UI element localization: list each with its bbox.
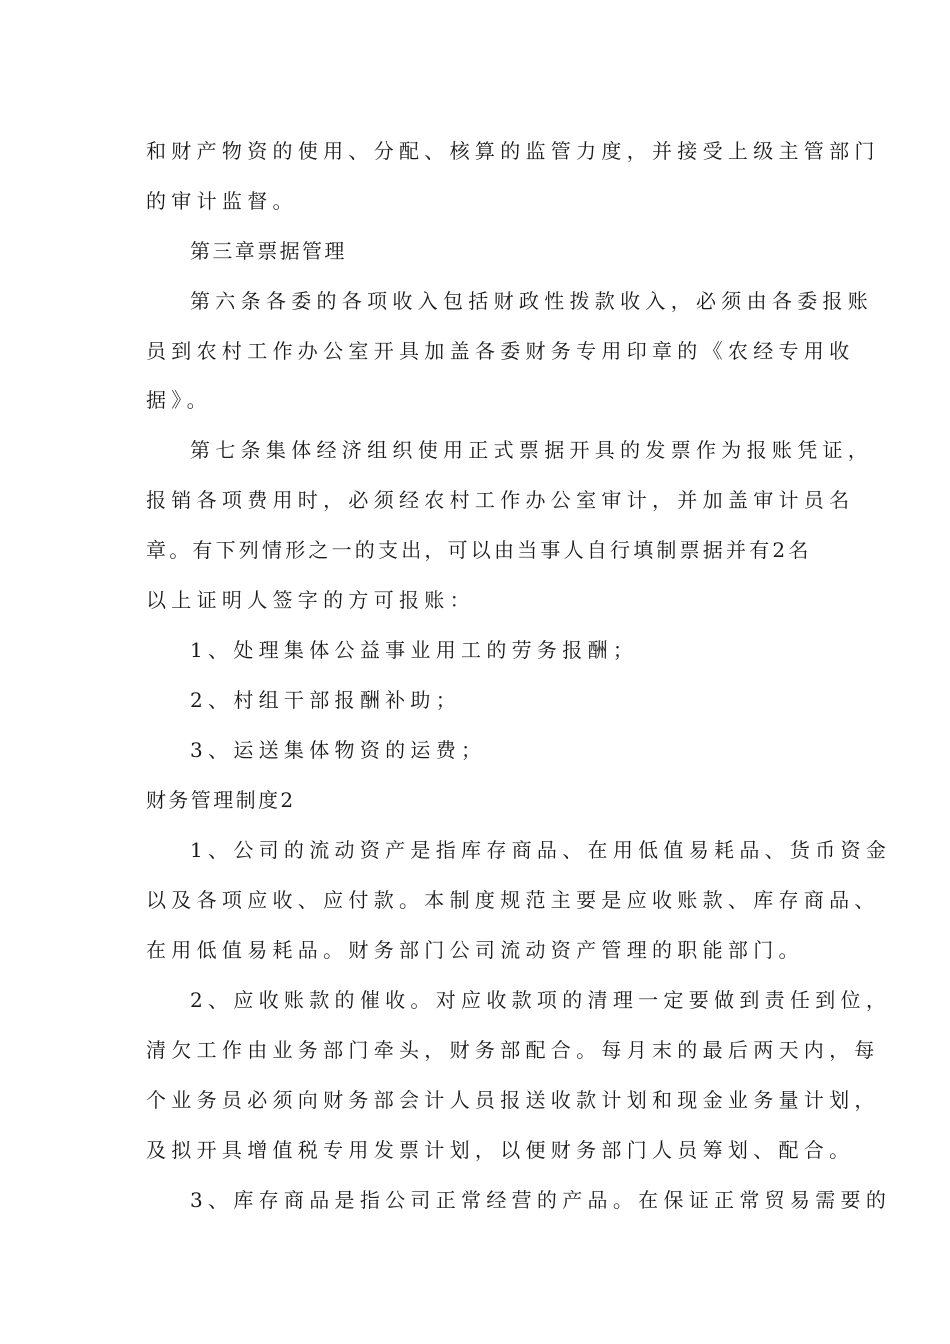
text-line: 章。有下列情形之一的支出，可以由当事人自行填制票据并有2名 — [146, 538, 812, 562]
chapter-heading: 第三章票据管理 — [190, 239, 347, 263]
text-line: 及拟开具增值税专用发票计划，以便财务部门人员筹划、配合。 — [146, 1138, 855, 1162]
section-heading: 财务管理制度2 — [146, 788, 296, 812]
text-line: 个业务员必须向财务部会计人员报送收款计划和现金业务量计划， — [146, 1088, 880, 1112]
text-line: 报销各项费用时，必须经农村工作办公室审计，并加盖审计员名 — [146, 488, 855, 512]
text-line: 2、应收账款的催收。对应收款项的清理一定要做到责任到位， — [190, 988, 892, 1012]
text-line: 据》。 — [146, 388, 212, 412]
text-line: 在用低值易耗品。财务部门公司流动资产管理的职能部门。 — [146, 938, 804, 962]
text-line: 3、库存商品是指公司正常经营的产品。在保证正常贸易需要的 — [190, 1188, 892, 1212]
text-line: 的审计监督。 — [146, 189, 298, 213]
text-line: 以上证明人签字的方可报账： — [146, 588, 475, 612]
list-item: 2、村组干部报酬补助； — [190, 688, 462, 712]
list-item: 3、运送集体物资的运费； — [190, 738, 487, 762]
text-line: 员到农村工作办公室开具加盖各委财务专用印章的《农经专用收 — [146, 339, 855, 363]
text-line: 以及各项应收、应付款。本制度规范主要是应收账款、库存商品、 — [146, 888, 880, 912]
text-line: 1、公司的流动资产是指库存商品、在用低值易耗品、货币资金 — [190, 838, 892, 862]
text-line: 清欠工作由业务部门牵头，财务部配合。每月末的最后两天内，每 — [146, 1038, 880, 1062]
text-line: 第七条集体经济组织使用正式票据开具的发票作为报账凭证， — [190, 438, 874, 462]
text-line: 第六条各委的各项收入包括财政性拨款收入，必须由各委报账 — [190, 289, 874, 313]
text-line: 和财产物资的使用、分配、核算的监管力度，并接受上级主管部门 — [146, 139, 880, 163]
list-item: 1、处理集体公益事业用工的劳务报酬； — [190, 638, 639, 662]
